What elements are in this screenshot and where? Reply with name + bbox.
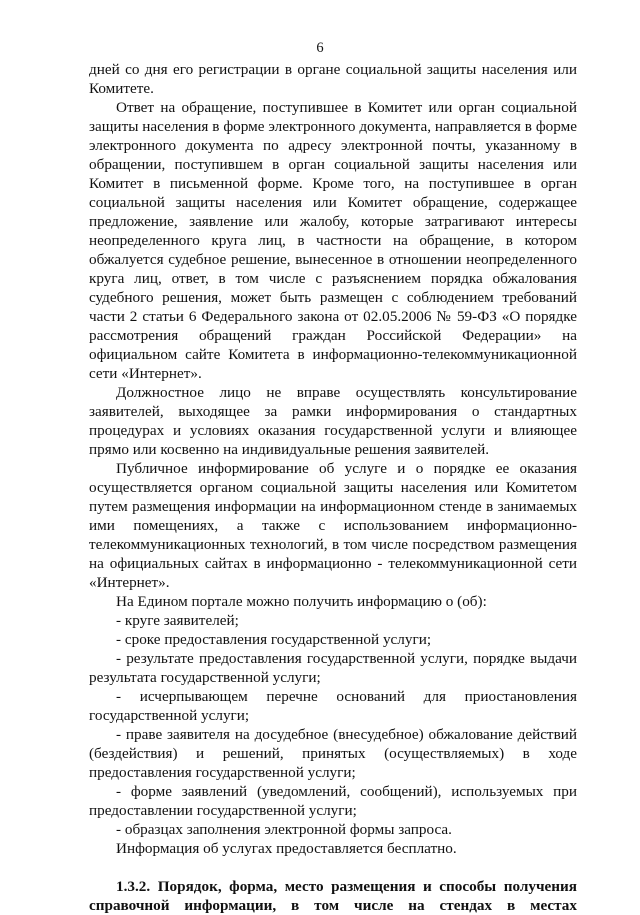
text-line: Ответ на обращение, поступившее в Комитет или орган социальной bbox=[116, 99, 577, 116]
text-line: - форме заявлений (уведомлений, сообщений), используемых при bbox=[116, 783, 577, 800]
text-line: На Едином портале можно получить информацию о (об): bbox=[116, 593, 487, 610]
text-line: результата государственной услуги; bbox=[89, 669, 321, 686]
text-line: - образцах заполнения электронной формы запроса. bbox=[116, 821, 452, 838]
text-line: предоставления государственной услуги; bbox=[89, 764, 356, 781]
text-line: процедурах и условиях оказания государственной услуги и влияющее bbox=[89, 422, 577, 439]
text-line: (бездействия) и решений, принятых (осуществляемых) в ходе bbox=[89, 745, 577, 762]
text-line: рассмотрения обращений граждан Российской Федерации» на bbox=[89, 327, 577, 344]
text-line: Должностное лицо не вправе осуществлять консультирование bbox=[116, 384, 577, 401]
text-line: телекоммуникационных технологий, в том числе посредством размещения bbox=[89, 536, 577, 553]
text-line: - исчерпывающем перечне оснований для приостановления bbox=[116, 688, 577, 705]
text-line: дней со дня его регистрации в органе социальной защиты населения или bbox=[89, 61, 577, 78]
text-line: «Интернет». bbox=[89, 574, 170, 591]
text-line: на официальных сайтах в информационно - телекоммуникационной сети bbox=[89, 555, 577, 572]
text-line: предложение, заявление или жалобу, которые затрагивают интересы bbox=[89, 213, 577, 230]
text-line: - круге заявителей; bbox=[116, 612, 239, 629]
text-line: Публичное информирование об услуге и о порядке ее оказания bbox=[116, 460, 577, 477]
text-line: прямо или косвенно на индивидуальные решения заявителей. bbox=[89, 441, 490, 458]
text-line: официальном сайте Комитета в информационно-телекоммуникационной bbox=[89, 346, 577, 363]
text-line: осуществляется органом социальной защиты населения или Комитетом bbox=[89, 479, 577, 496]
page-number: 6 bbox=[316, 40, 324, 56]
text-line: - сроке предоставления государственной услуги; bbox=[116, 631, 432, 648]
text-line: обжалуется судебное решение, вынесенное в отношении неопределенного bbox=[89, 251, 577, 268]
text-line: защиты населения в форме электронного документа, направляется в форме bbox=[89, 118, 577, 135]
text-line: Комитете. bbox=[89, 80, 154, 97]
document-body bbox=[89, 60, 577, 915]
heading-line: 1.3.2. Порядок, форма, место размещения и способы получения bbox=[116, 878, 577, 895]
text-line: предоставлении государственной услуги; bbox=[89, 802, 357, 819]
text-line: судебного решения, может быть размещен с соблюдением требований bbox=[89, 289, 577, 306]
text-line: сети «Интернет». bbox=[89, 365, 202, 382]
text-line: электронного документа по адресу электронной почты, указанному в bbox=[89, 137, 577, 154]
text-line: - результате предоставления государственной услуги, порядке выдачи bbox=[116, 650, 577, 667]
text-line: социальной защиты населения или Комитет обращение, содержащее bbox=[89, 194, 577, 211]
text-line: круга лиц, ответ, в том числе с разъяснением порядка обжалования bbox=[89, 270, 577, 287]
text-line: заявителей, выходящее за рамки информирования о стандартных bbox=[89, 403, 577, 420]
text-line: Комитет в письменной форме. Кроме того, на поступившее в орган bbox=[89, 175, 577, 192]
text-line: неопределенного круга лиц, в частности на обращение, в котором bbox=[89, 232, 577, 249]
text-line: - праве заявителя на досудебное (внесудебное) обжалование действий bbox=[116, 726, 577, 743]
section-spacer bbox=[89, 858, 577, 877]
text-line: государственной услуги; bbox=[89, 707, 250, 724]
text-line: Информация об услугах предоставляется бесплатно. bbox=[116, 840, 457, 857]
text-line: путем размещения информации на информационном стенде в занимаемых bbox=[89, 498, 577, 515]
heading-line: справочной информации, в том числе на стендах в местах bbox=[89, 897, 577, 914]
text-line: обращении, поступившем в орган социальной защиты населения или bbox=[89, 156, 577, 173]
text-line: части 2 статьи 6 Федерального закона от 02.05.2006 № 59-ФЗ «О порядке bbox=[89, 308, 577, 325]
text-line: ими помещениях, а также с использованием информационно- bbox=[89, 517, 577, 534]
